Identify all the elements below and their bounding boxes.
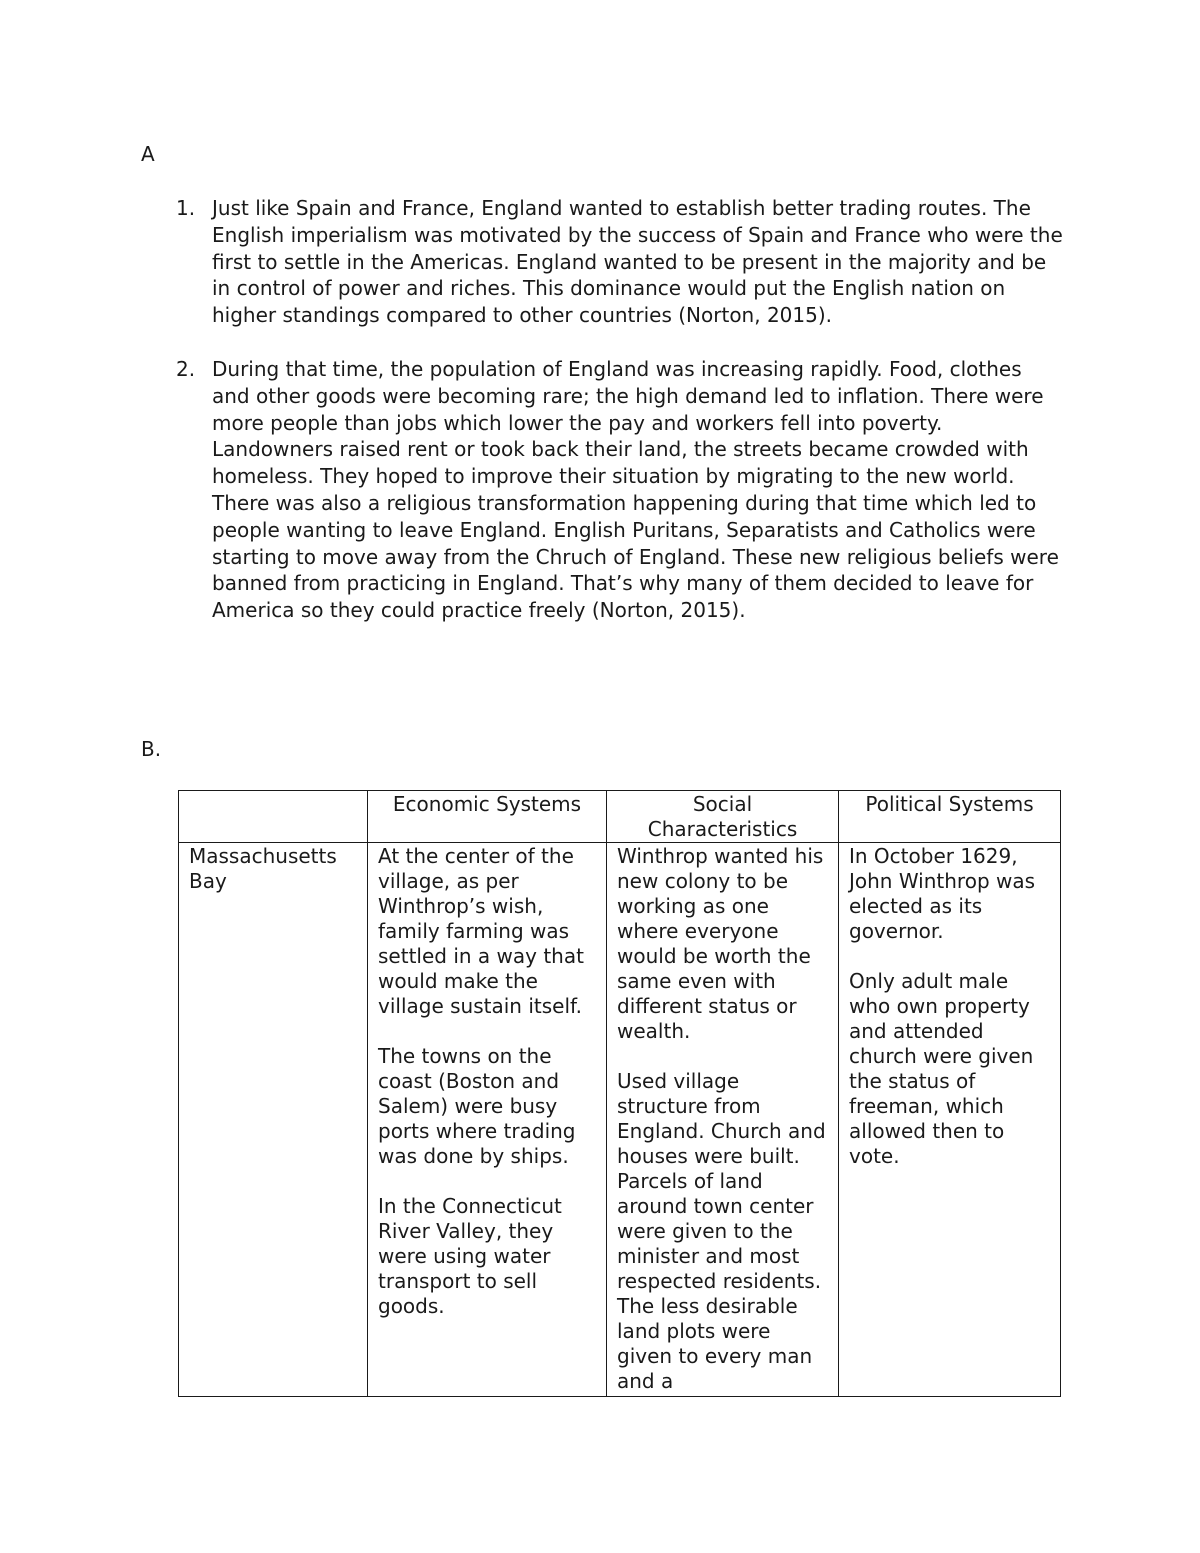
row-label-cell (179, 843, 368, 1397)
political-paragraph: In October 1629, John Winthrop was elected as its governor. (849, 844, 1036, 943)
economic-paragraph: The towns on the coast (Boston and Salem) were busy ports where trading was done by ships. (378, 1044, 576, 1168)
social-paragraph: Winthrop wanted his new colony to be working as one where everyone would be worth the same even with different status or wealth. (617, 844, 824, 1043)
list-item-text: During that time, the population of England was increasing rapidly. Food, clothes and other goods were becoming rare; the high demand led to inflation. There were more people than jobs which lower the pay and workers fell into poverty. Landowners raised rent or took back their land, the streets became crowded with homeless. They hoped to improve their situation by migrating to the new world. There was also a religious transformation happening during that time which led to people wanting to leave England. English Puritans, Separatists and Catholics were starting to move away from the Chruch of England. These new religious beliefs were banned from practicing in England. That’s why many of them decided to leave for America so they could practice freely (Norton, 2015). (212, 356, 1059, 623)
colony-comparison-table (178, 790, 1061, 1397)
social-paragraph: Used village structure from England. Church and houses were built. Parcels of land around town center were given to the minister and most respected residents. The less desirable land plots were given to every man and a (617, 1069, 826, 1393)
header-cell-social: Social Characteristics (607, 791, 839, 843)
section-a-list (174, 195, 1064, 651)
section-a-label: A (141, 142, 155, 166)
list-item-number: 2. (176, 356, 196, 381)
header-cell-political: Political Systems (839, 791, 1061, 843)
header-cell-empty (179, 791, 368, 843)
economic-paragraph: At the center of the village, as per Winthrop’s wish, family farming was settled in a way that would make the village sustain itself. (378, 844, 584, 1018)
economic-paragraph: In the Connecticut River Valley, they were using water transport to sell goods. (378, 1194, 562, 1318)
economic-cell (368, 843, 607, 1397)
section-b-label: B. (141, 737, 162, 761)
list-item-number: 1. (176, 196, 196, 220)
political-cell (839, 843, 1061, 1397)
table-row (179, 843, 1061, 1397)
social-cell (607, 843, 839, 1397)
list-item (174, 195, 1064, 329)
list-item-text: Just like Spain and France, England wanted to establish better trading routes. The English imperialism was motivated by the success of Spain and France who were the first to settle in the Americas. England wanted to be present in the majority and be in control of power and riches. This dominance would put the English nation on higher standings compared to other countries (Norton, 2015). (212, 196, 1063, 328)
header-cell-economic: Economic Systems (368, 791, 607, 843)
list-item (174, 356, 1064, 624)
row-label: Massachusetts Bay (189, 844, 337, 893)
table-header-row (179, 791, 1061, 843)
political-paragraph: Only adult male who own property and attended church were given the status of freeman, which allowed then to vote. (849, 969, 1034, 1168)
